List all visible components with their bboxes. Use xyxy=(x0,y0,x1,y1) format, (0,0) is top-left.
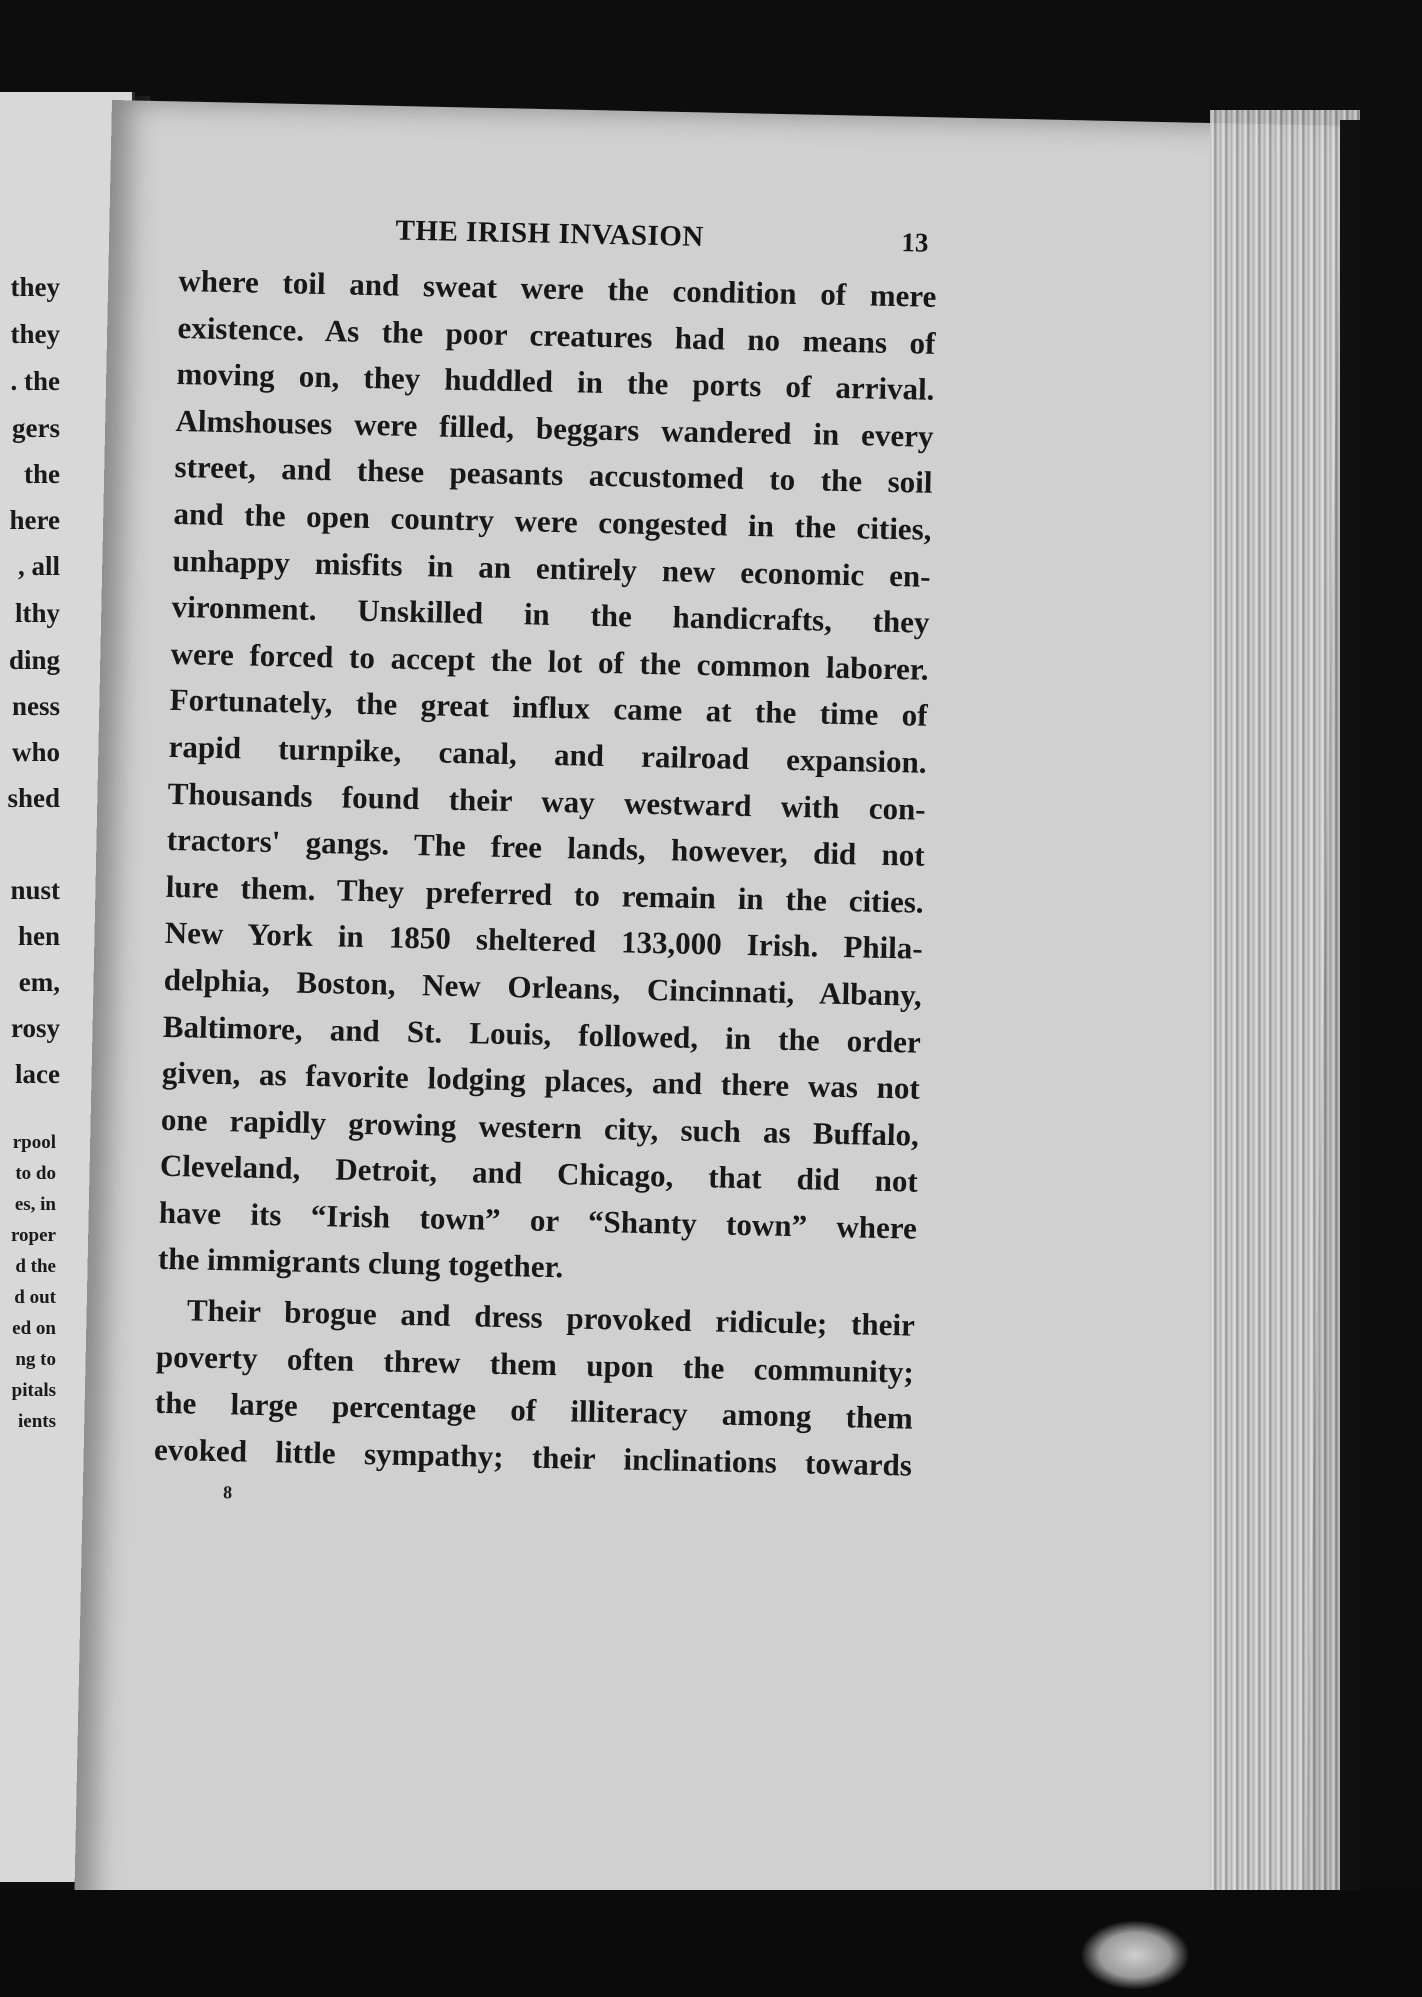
text-line: moving on, they huddled in the ports of arrival. xyxy=(176,356,935,408)
text-line: Almshouses were filled, beggars wandered in every xyxy=(175,402,934,454)
page-number: 13 xyxy=(901,227,929,258)
left-fragment: rosy xyxy=(10,1013,60,1043)
text-line: evoked little sympathy; their inclinations towards xyxy=(153,1431,913,1483)
text-line: were forced to accept the lot of the common laborer. xyxy=(170,635,929,687)
text-line: vironment. Unskilled in the handicrafts, they xyxy=(171,589,930,640)
text-line: the immigrants clung together. xyxy=(157,1241,564,1285)
left-footnote-fragment: ients xyxy=(18,1411,56,1432)
page-fore-edge xyxy=(1210,110,1360,1950)
left-fragment: lace xyxy=(15,1059,60,1089)
text-line: rapid turnpike, canal, and railroad expansion. xyxy=(168,728,927,780)
running-head-title: THE IRISH INVASION xyxy=(395,214,705,253)
text-line: delphia, Boston, New Orleans, Cincinnati, Albany, xyxy=(163,961,923,1013)
bottom-shadow xyxy=(0,1890,1422,1997)
left-footnote-fragment: rpool xyxy=(12,1132,56,1153)
left-fragment: hen xyxy=(17,921,60,951)
left-fragment: gers xyxy=(12,413,60,443)
left-footnote-fragment: d out xyxy=(14,1287,56,1308)
left-fragment: ding xyxy=(8,645,60,675)
text-line: street, and these peasants accustomed to the soil xyxy=(174,449,933,501)
text-line: existence. As the poor creatures had no means of xyxy=(177,309,936,361)
text-line: given, as favorite lodging places, and there was not xyxy=(161,1054,921,1106)
text-line: Fortunately, the great influx came at the time of xyxy=(169,682,928,734)
text-line: unhappy misfits in an entirely new economic en- xyxy=(172,542,931,594)
text-line: Cleveland, Detroit, and Chicago, that did not xyxy=(159,1148,919,1199)
text-line: have its “Irish town” or “Shanty town” where xyxy=(158,1194,918,1246)
text-line: lure them. They preferred to remain in the cities. xyxy=(165,868,925,920)
page-edge-shadow xyxy=(1340,120,1360,1920)
text-line: Their brogue and dress provoked ridicule; their xyxy=(186,1292,916,1343)
text-line: the large percentage of illiteracy among them xyxy=(154,1384,914,1436)
paragraph-2 xyxy=(154,1287,938,1490)
left-fragment: shed xyxy=(7,783,60,813)
left-fragment: the xyxy=(24,459,60,489)
text-line: Thousands found their way westward with con- xyxy=(167,775,926,827)
text-line: one rapidly growing western city, such as Buffalo, xyxy=(160,1101,920,1153)
left-footnote-fragment: roper xyxy=(10,1225,56,1246)
left-footnote-fragment: ng to xyxy=(15,1349,56,1370)
left-footnote-fragment: ed on xyxy=(12,1318,56,1339)
text-line: where toil and sweat were the condition of mere xyxy=(178,262,937,314)
left-fragment: here xyxy=(9,505,60,535)
left-fragment: nust xyxy=(10,875,60,905)
left-fragment: they xyxy=(10,272,60,302)
page-text-block xyxy=(153,210,960,1518)
left-fragment: they xyxy=(10,319,60,349)
left-fragment: . the xyxy=(10,366,60,396)
left-footnote-fragment: es, in xyxy=(14,1194,56,1215)
left-footnote-fragment: d the xyxy=(15,1256,56,1277)
paper-scrap xyxy=(1080,1920,1190,1990)
left-footnote-fragment: to do xyxy=(15,1163,56,1184)
text-line: and the open country were congested in the cities, xyxy=(173,495,932,547)
left-fragment: lthy xyxy=(14,598,60,628)
text-line: Baltimore, and St. Louis, followed, in the order xyxy=(162,1008,922,1060)
text-line: New York in 1850 sheltered 133,000 Irish. Phila- xyxy=(164,915,924,967)
left-fragment: em, xyxy=(18,967,60,997)
paragraph-1 xyxy=(158,258,959,1299)
text-line: tractors' gangs. The free lands, however, did not xyxy=(166,821,926,873)
text-line: poverty often threw them upon the community; xyxy=(155,1338,915,1390)
left-fragment: ness xyxy=(11,691,60,721)
left-fragment: , all xyxy=(17,551,60,581)
left-fragment: who xyxy=(11,737,60,767)
left-footnote-fragment: pitals xyxy=(11,1380,56,1401)
signature-mark: 8 xyxy=(222,1482,233,1503)
